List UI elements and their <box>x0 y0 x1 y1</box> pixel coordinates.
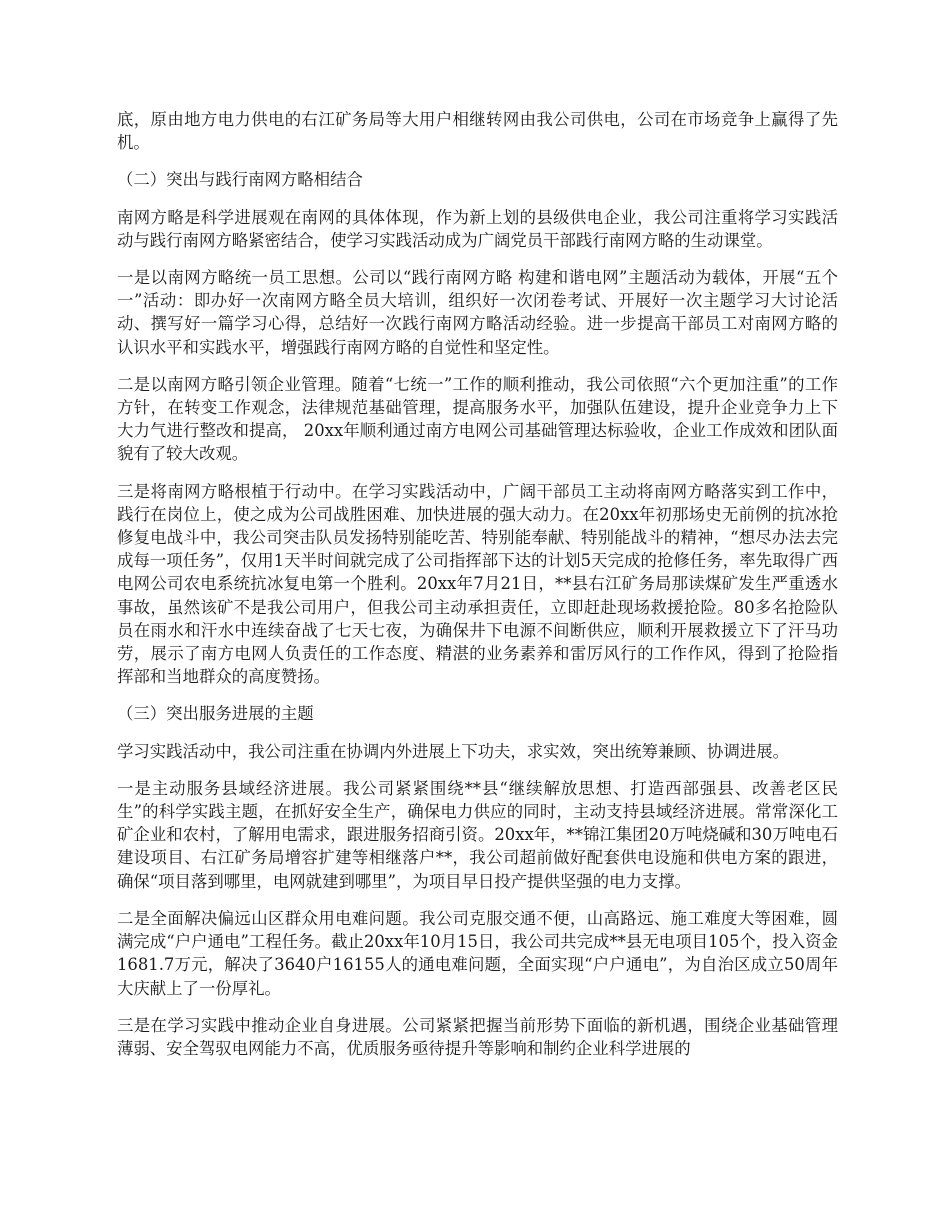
body-paragraph: 二是以南网方略引领企业管理。随着“七统一”工作的顺利推动，我公司依照“六个更加注重”的工作方针，在转变工作观念，法律规范基础管理，提高服务水平，加强队伍建设，提升企业竞争力上下大力气进行整改和提高， 20xx年顺利通过南方电网公司基础管理达标验收，企业工作成效和团队面貌有了较大改观。 <box>117 374 838 464</box>
body-paragraph: 一是主动服务县域经济进展。我公司紧紧围绕**县“继续解放思想、打造西部强县、改善老区民生”的科学实践主题，在抓好安全生产，确保电力供应的同时，主动支持县域经济进展。常常深化工矿企业和农村，了解用电需求，跟进服务招商引资。20xx年，**锦江集团20万吨烧碱和30万吨电石建设项目、右江矿务局增容扩建等相继落户**，我公司超前做好配套供电设施和供电方案的跟进，确保“项目落到哪里，电网就建到哪里”，为项目早日投产提供坚强的电力支撑。 <box>117 778 838 891</box>
body-paragraph: 三是将南网方略根植于行动中。在学习实践活动中，广阔干部员工主动将南网方略落实到工作中，践行在岗位上，使之成为公司战胜困难、加快进展的强大动力。在20xx年初那场史无前例的抗冰抢修复电战斗中，我公司突击队员发扬特别能吃苦、特别能奉献、特别能战斗的精神，“想尽办法去完成每一项任务”，仅用1天半时间就完成了公司指挥部下达的计划5天完成的抢修任务，率先取得广西电网公司农电系统抗冰复电第一个胜利。20xx年7月21日，**县右江矿务局那读煤矿发生严重透水事故，虽然该矿不是我公司用户，但我公司主动承担责任，立即赶赴现场救援抢险。80多名抢险队员在雨水和汗水中连续奋战了七天七夜，为确保井下电源不间断供应，顺利开展救援立下了汗马功劳，展示了南方电网人负责任的工作态度、精湛的业务素养和雷厉风行的工作作风，得到了抢险指挥部和当地群众的高度赞扬。 <box>117 481 838 687</box>
body-paragraph: 二是全面解决偏远山区群众用电难问题。我公司克服交通不便，山高路远、施工难度大等困难，圆满完成“户户通电”工程任务。截止20xx年10月15日，我公司共完成**县无电项目105个，投入资金1681.7万元，解决了3640户16155人的通电难问题，全面实现“户户通电”，为自治区成立50周年大庆献上了一份厚礼。 <box>117 908 838 998</box>
body-paragraph: 三是在学习实践中推动企业自身进展。公司紧紧把握当前形势下面临的新机遇，围绕企业基础管理薄弱、安全驾驭电网能力不高，优质服务亟待提升等影响和制约企业科学进展的 <box>117 1015 838 1058</box>
document-page <box>117 108 838 1060</box>
body-paragraph: 学习实践活动中，我公司注重在协调内外进展上下功夫，求实效，突出统筹兼顾、协调进展。 <box>117 741 790 761</box>
section-heading: （三）突出服务进展的主题 <box>117 704 314 724</box>
body-paragraph: 底，原由地方电力供电的右江矿务局等大用户相继转网由我公司供电，公司在市场竞争上赢得了先机。 <box>117 110 838 153</box>
body-paragraph: 南网方略是科学进展观在南网的具体体现，作为新上划的县级供电企业，我公司注重将学习实践活动与践行南网方略紧密结合，使学习实践活动成为广阔党员干部践行南网方略的生动课堂。 <box>117 207 838 250</box>
body-paragraph: 一是以南网方略统一员工思想。公司以“践行南网方略 构建和谐电网”主题活动为载体，开展“五个一”活动：即办好一次南网方略全员大培训，组织好一次闭卷考试、开展好一次主题学习大讨论活动、撰写好一篇学习心得，总结好一次践行南网方略活动经验。进一步提高干部员工对南网方略的认识水平和实践水平，增强践行南网方略的自觉性和坚定性。 <box>117 268 838 357</box>
section-heading: （二）突出与践行南网方略相结合 <box>117 170 363 190</box>
